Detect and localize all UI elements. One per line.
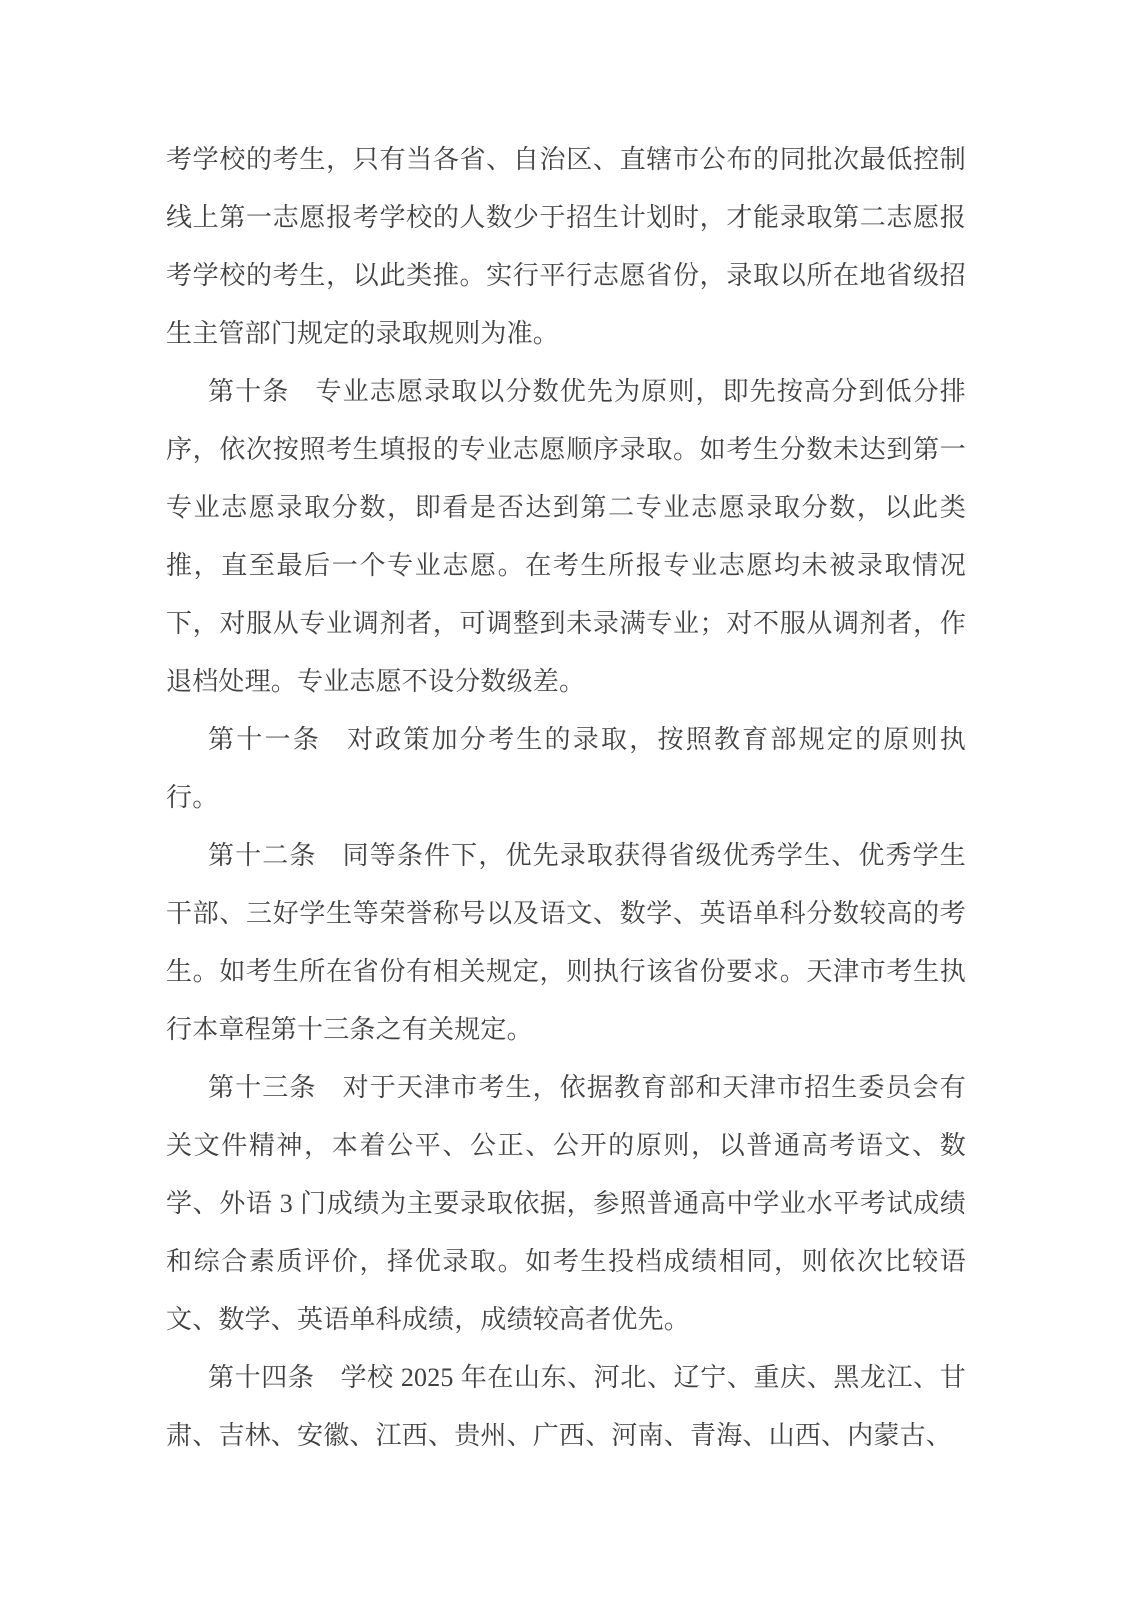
article-14-label: 第十四条 (208, 1363, 315, 1392)
paragraph-article-10 (166, 363, 966, 711)
paragraph-text: 对于天津市考生，依据教育部和天津市招生委员会有关文件精神，本着公平、公正、公开的原则，以普通高考语文、数学、外语 3 门成绩为主要录取依据，参照普通高中学业水平考试成绩和综合素质评价，择优录取。如考生投档成绩相同，则依次比较语文、数学、英语单科成绩，成绩较高者优先。 (166, 1073, 966, 1334)
paragraph-article-11 (166, 711, 966, 827)
paragraph-text: 同等条件下，优先录取获得省级优秀学生、优秀学生干部、三好学生等荣誉称号以及语文、数学、英语单科分数较高的考生。如考生所在省份有相关规定，则执行该省份要求。天津市考生执行本章程第十三条之有关规定。 (166, 841, 966, 1044)
article-11-label: 第十一条 (208, 725, 321, 754)
article-13-label: 第十三条 (208, 1073, 317, 1102)
paragraph-article-13 (166, 1059, 966, 1349)
paragraph-text: 学校 2025 年在山东、河北、辽宁、重庆、黑龙江、甘肃、吉林、安徽、江西、贵州、广西、河南、青海、山西、内蒙古、 (166, 1363, 966, 1450)
article-10-label: 第十条 (208, 377, 290, 406)
document-text-block (166, 131, 966, 1465)
paragraph-text: 考学校的考生，只有当各省、自治区、直辖市公布的同批次最低控制线上第一志愿报考学校的人数少于招生计划时，才能录取第二志愿报考学校的考生，以此类推。实行平行志愿省份，录取以所在地省级招生主管部门规定的录取规则为准。 (166, 145, 966, 348)
paragraph-text: 对政策加分考生的录取，按照教育部规定的原则执行。 (166, 725, 966, 812)
paragraph-text: 专业志愿录取以分数优先为原则，即先按高分到低分排序，依次按照考生填报的专业志愿顺序录取。如考生分数未达到第一专业志愿录取分数，即看是否达到第二专业志愿录取分数，以此类推，直至最后一个专业志愿。在考生所报专业志愿均未被录取情况下，对服从专业调剂者，可调整到未录满专业；对不服从调剂者，作退档处理。专业志愿不设分数级差。 (166, 377, 966, 696)
paragraph-article-14 (166, 1349, 966, 1465)
article-12-label: 第十二条 (208, 841, 317, 870)
paragraph-continuation (166, 131, 966, 363)
paragraph-article-12 (166, 827, 966, 1059)
